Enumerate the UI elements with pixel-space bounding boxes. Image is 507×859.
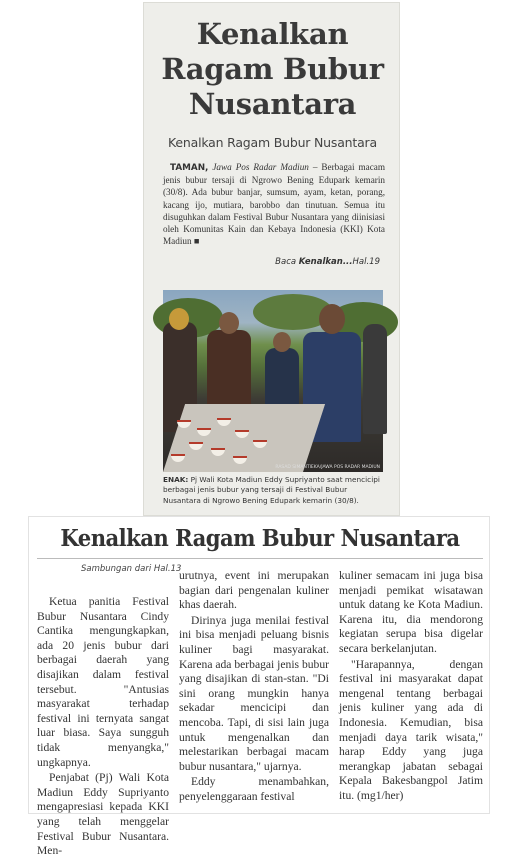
article-column-2 <box>179 569 329 805</box>
front-page-headline <box>144 17 401 122</box>
continuation-clipping <box>28 516 490 858</box>
photo-credit: RASAD SIMANTIEKA/JAWA POS RADAR MADIUN <box>275 465 380 470</box>
continued-reference <box>275 257 380 267</box>
caption-label: ENAK: <box>163 475 189 484</box>
photo-head-3 <box>273 332 291 352</box>
paragraph: kuliner semacam ini juga bisa menjadi pemikat wisatawan untuk datang ke Kota Madiun. Karena itu, dia mendorong kegiatan serupa bisa digelar secara berkelanjutan. <box>339 569 483 655</box>
photo-caption <box>163 475 385 506</box>
article-column-3 <box>339 569 483 804</box>
paragraph: Penjabat (Pj) Wali Kota Madiun Eddy Supriyanto mengapresiasi kepada KKI yang telah menggelar Festival Bubur Nusantara. Men- <box>37 771 169 858</box>
continued-page: Hal.19 <box>352 257 380 267</box>
lead-paragraph <box>163 161 385 247</box>
news-photo <box>163 290 383 472</box>
continued-prefix: Baca <box>275 257 297 267</box>
photo-head-2 <box>219 312 239 334</box>
dateline-source: Jawa Pos Radar Madiun <box>212 162 309 172</box>
headline-line-1: Kenalkan <box>196 17 349 51</box>
photo-person-right <box>363 324 387 434</box>
continued-from-label: Sambungan dari Hal.13 <box>81 564 182 574</box>
photo-head-1 <box>169 308 189 330</box>
front-page-clipping <box>143 2 400 516</box>
continuation-headline: Kenalkan Ragam Bubur Nusantara <box>60 525 460 552</box>
paragraph: "Harapannya, dengan festival ini masyarakat dapat mengenal tentang berbagai jenis kuliner yang ada di Indonesia. Kemudian, bisa menjadi daya tarik wisata," harap Eddy yang juga merangkap jabatan sebagai Kepala Bakesbangpol Jatim itu. (mg1/her) <box>339 657 483 802</box>
lead-text: – Berbagai macam jenis bubur tersaji di Ngrowo Bening Edupark kemarin (30/8). Ada bubur banjar, sumsum, ayam, ketan, porang, kacang ijo, mutiara, barobbo dan tinutuan. Semua itu disuguhkan dalam Festival Bubur Nusantara yang diinisiasi oleh Komunitas Kain dan Kebaya Indonesia (KKI) Kota Madiun ■ <box>163 162 386 247</box>
article-column-1 <box>37 595 169 859</box>
paragraph: urutnya, event ini merupakan bagian dari pengenalan kuliner khas daerah. <box>179 569 329 612</box>
paragraph: Ketua panitia Festival Bubur Nusantara Cindy Cantika mengungkapkan, ada 20 jenis bubur dari berbagai daerah yang disajikan dalam festival tersebut. "Antusias masyarakat terhadap festival ini ternyata sangat luar biasa. Saya sungguh tidak menyangka," ungkapnya. <box>37 595 169 769</box>
headline-rule <box>37 558 483 559</box>
front-page-subheadline: Kenalkan Ragam Bubur Nusantara <box>168 135 377 150</box>
caption-text: Pj Wali Kota Madiun Eddy Supriyanto saat mencicipi berbagai jenis bubur yang tersaji di Festival Bubur Nusantara di Ngrowo Bening Edupark kemarin (30/8). <box>163 475 380 505</box>
headline-line-3: Nusantara <box>188 87 357 121</box>
photo-head-main <box>319 304 345 334</box>
paragraph: Eddy menambahkan, penyelenggaraan festival <box>179 775 329 803</box>
headline-line-2: Ragam Bubur <box>161 52 384 86</box>
dateline-place: TAMAN, <box>170 163 209 173</box>
continued-link: Kenalkan... <box>298 257 353 267</box>
paragraph: Dirinya juga menilai festival ini bisa menjadi peluang bisnis kuliner bagi masyarakat. Karena ada berbagai jenis bubur yang disajikan di stan-stan. "Di sini orang mungkin hanya sekadar mencicipi dan mencoba. Tapi, di sisi lain juga untuk mengenalkan dan melestarikan berbagai macam bubur nusantara," ujarnya. <box>179 613 330 773</box>
